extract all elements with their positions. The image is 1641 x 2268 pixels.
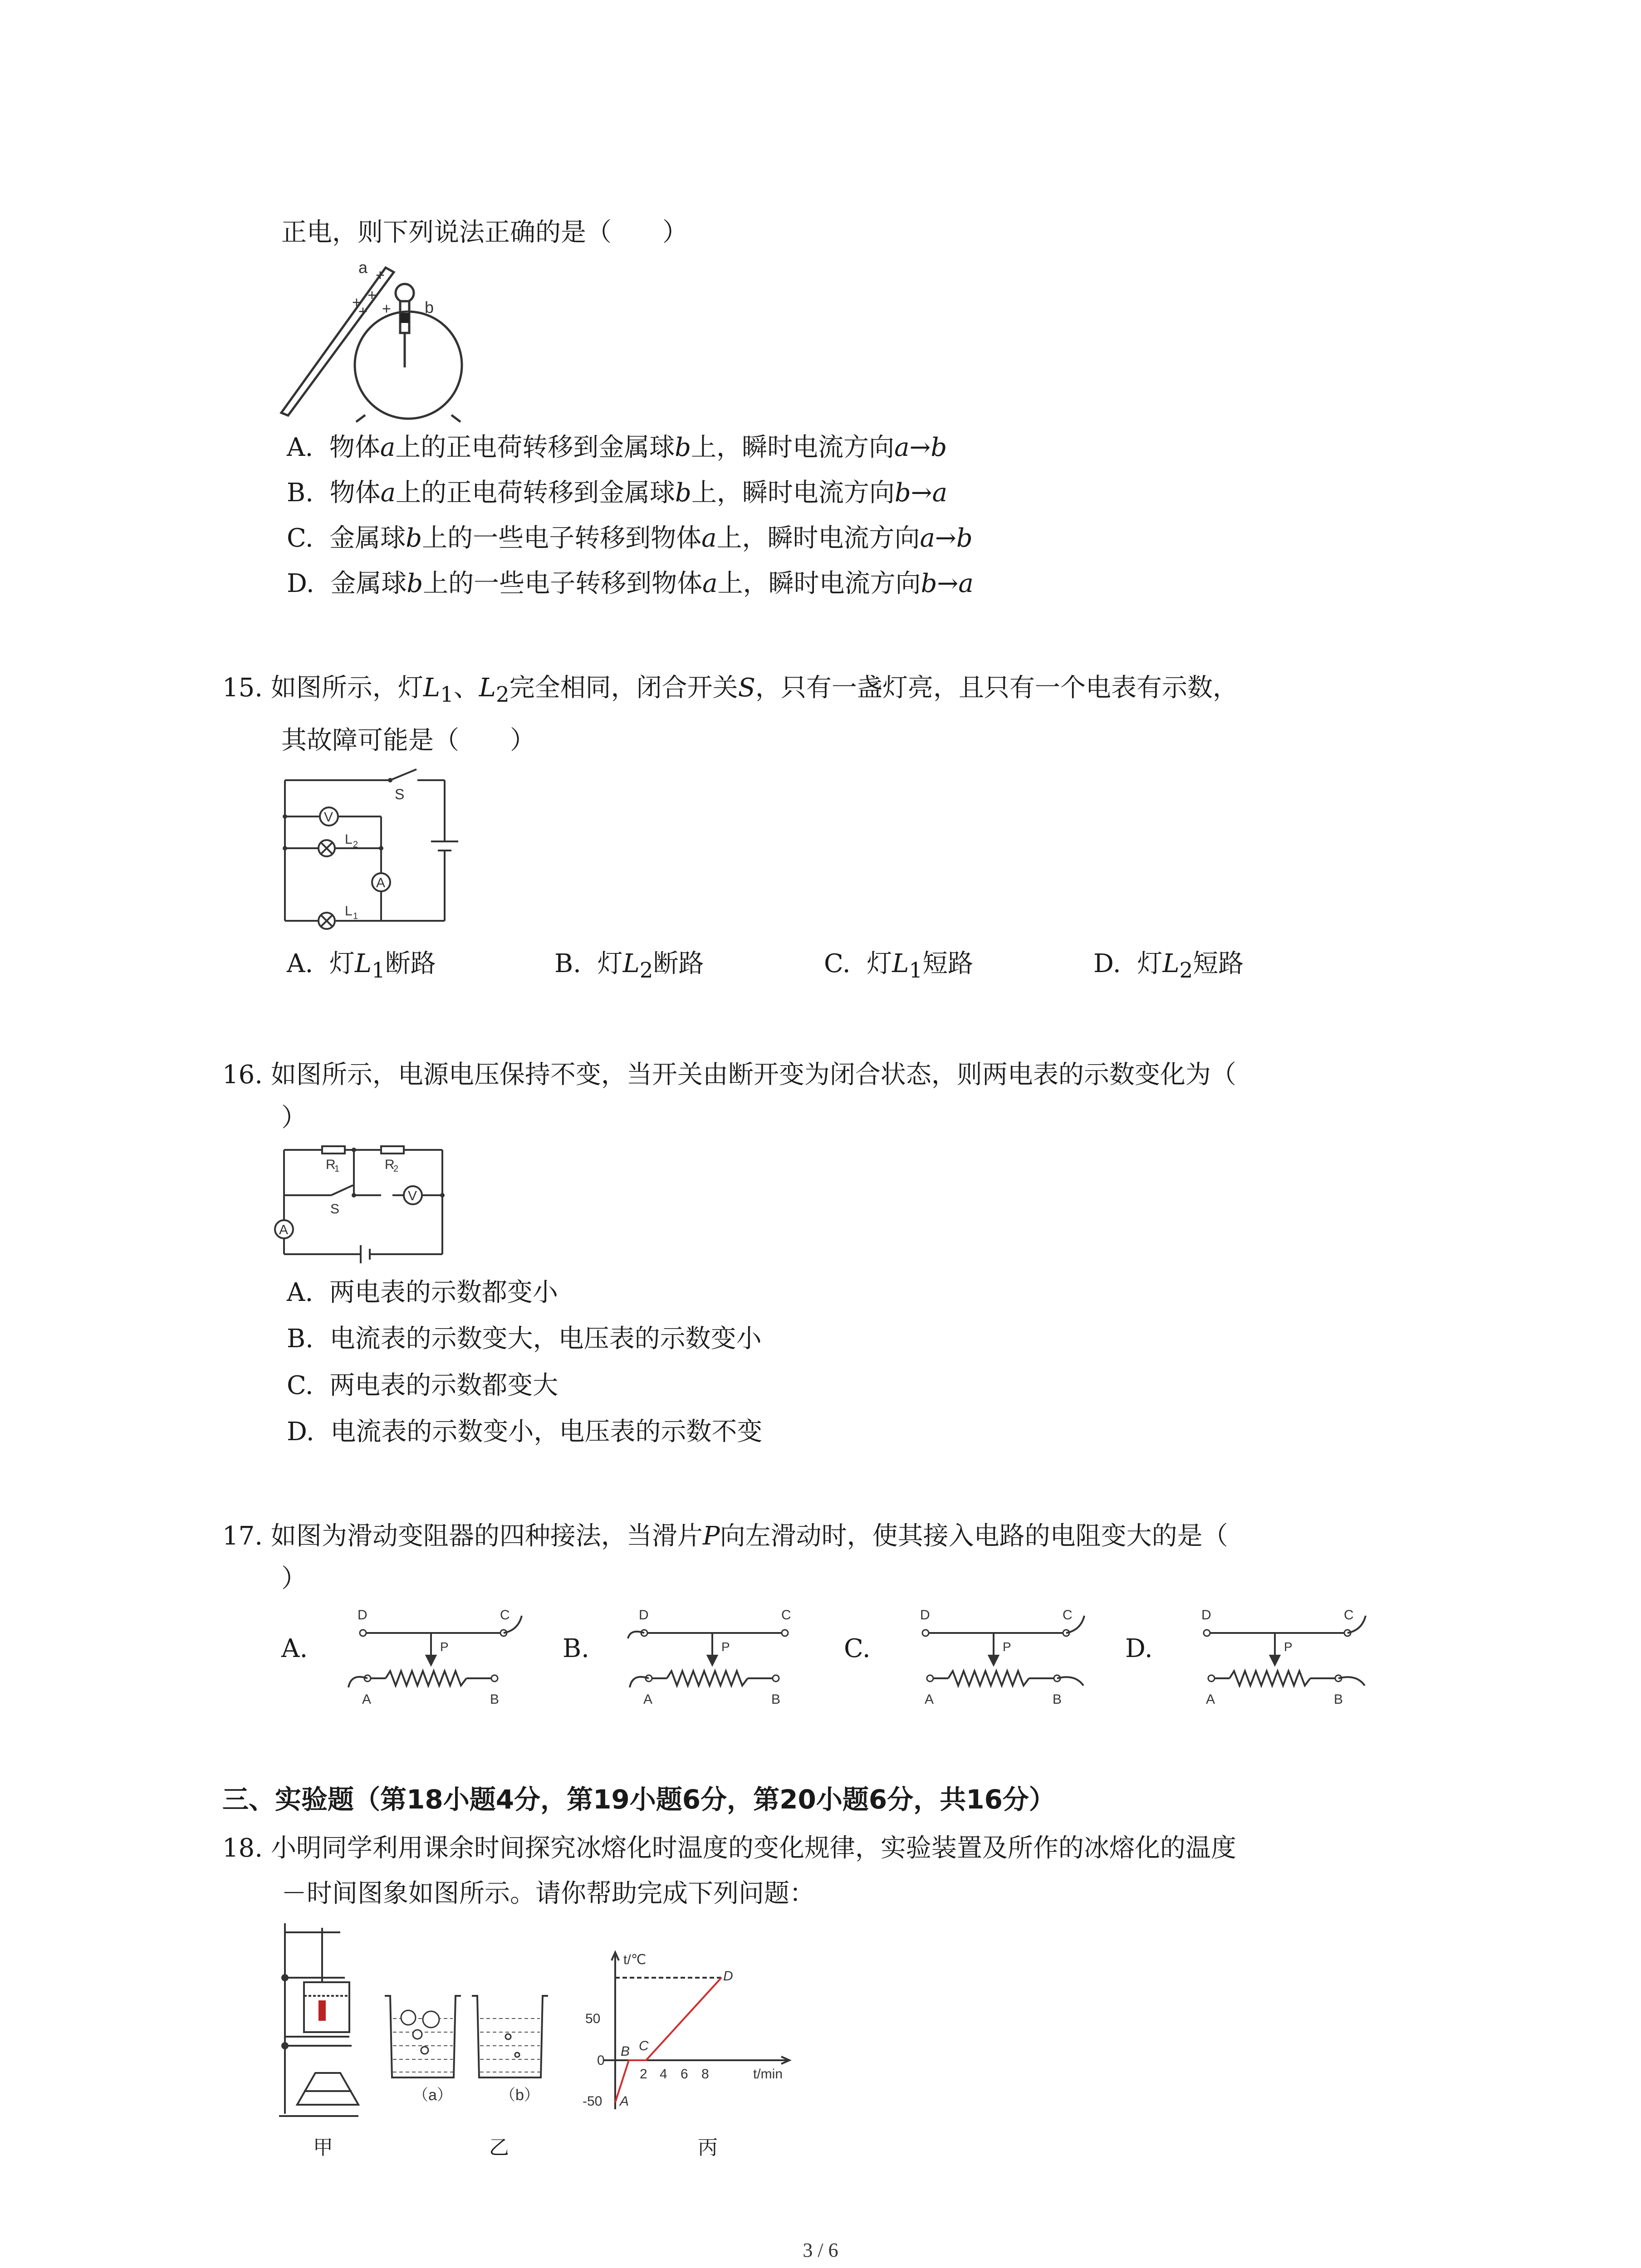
q16-option-a[interactable]: A. 两电表的示数都变小 [287,1278,558,1307]
svg-text:B: B [1334,1692,1343,1707]
svg-text:t/min: t/min [753,2067,783,2082]
q18-caption-jia: 甲 [313,2136,333,2159]
page-number: 3 / 6 [803,2239,838,2261]
svg-text:2: 2 [640,2067,647,2082]
svg-text:1: 1 [353,911,358,921]
svg-text:D: D [920,1608,930,1623]
svg-text:R: R [326,1157,336,1172]
svg-text:0: 0 [597,2053,605,2068]
svg-text:4: 4 [660,2067,667,2082]
svg-text:B: B [490,1692,500,1707]
svg-text:1: 1 [334,1164,340,1174]
svg-text:b: b [425,298,434,317]
q16-stem-line1: 16. 如图所示，电源电压保持不变，当开关由断开变为闭合状态，则两电表的示数变化为（ [222,1060,1236,1090]
svg-text:A: A [925,1692,934,1707]
svg-text:A: A [376,875,386,890]
q17-option-a-key[interactable]: A. [281,1634,308,1663]
svg-text:B: B [771,1692,781,1707]
svg-text:V: V [408,1188,417,1203]
q15-option-d[interactable]: D. 灯$L_2$短路 [1093,949,1244,983]
svg-text:+: + [382,300,391,318]
svg-text:6: 6 [681,2067,688,2082]
q18-apparatus-jia [277,1923,363,2123]
svg-text:C: C [1344,1608,1354,1623]
svg-text:D: D [358,1608,367,1623]
q17-rheostat-b [622,1597,830,1715]
q15-stem-line1: 15. 如图所示，灯$L_1$、$L_2$完全相同，闭合开关S，只有一盏灯亮，且只有一个电表有示数， [222,673,1238,708]
q14-option-a[interactable]: A. 物体a上的正电荷转移到金属球b上，瞬时电流方向a→b [287,433,947,462]
q16-stem-line2: ） [281,1103,307,1133]
q14-option-c[interactable]: C. 金属球b上的一些电子转移到物体a上，瞬时电流方向a→b [287,523,973,553]
svg-text:D: D [1201,1608,1211,1623]
svg-text:S: S [330,1202,340,1217]
svg-text:P: P [1003,1640,1011,1654]
svg-text:A: A [1206,1692,1215,1707]
svg-text:A: A [279,1222,289,1237]
svg-text:50: 50 [585,2011,601,2026]
svg-text:（b）: （b） [500,2087,539,2104]
svg-text:2: 2 [393,1164,399,1174]
svg-text:A: A [643,1692,653,1707]
q18-caption-yi: 乙 [489,2136,509,2159]
q18-stem-line2: －时间图象如图所示。请你帮助完成下列问题： [281,1879,815,1908]
q17-stem-line1: 17. 如图为滑动变阻器的四种接法，当滑片P向左滑动时，使其接入电路的电阻变大的是（ [222,1521,1228,1551]
svg-text:t/℃: t/℃ [623,1952,647,1967]
svg-text:8: 8 [701,2067,709,2082]
svg-text:+: + [358,303,367,320]
svg-text:D: D [723,1969,733,1984]
q17-rheostat-c [903,1597,1112,1715]
svg-text:C: C [500,1608,510,1623]
q15-option-b[interactable]: B. 灯$L_2$断路 [554,949,704,983]
svg-text:L: L [345,832,353,847]
svg-text:（a）: （a） [413,2087,452,2104]
q18-caption-bing: 丙 [698,2136,718,2159]
q15-option-a[interactable]: A. 灯$L_1$断路 [287,949,436,983]
q17-rheostat-d [1184,1597,1393,1715]
svg-text:B: B [1053,1692,1062,1707]
svg-text:V: V [324,810,333,825]
q15-stem-line2: 其故障可能是（ ） [281,726,535,755]
svg-text:+: + [367,287,377,304]
q14-electroscope-figure [277,254,495,422]
svg-text:2: 2 [353,840,358,850]
svg-text:L: L [345,904,353,919]
svg-text:+: + [376,267,385,284]
q17-rheostat-a [340,1597,549,1715]
q18-graph-bing [585,1946,794,2118]
q15-circuit-figure [281,767,472,934]
svg-text:P: P [440,1640,449,1654]
q17-option-d-key[interactable]: D. [1125,1634,1153,1663]
q16-option-b[interactable]: B. 电流表的示数变大，电压表的示数变小 [287,1324,762,1354]
q18-stem-line1: 18. 小明同学利用课余时间探究冰熔化时温度的变化规律，实验装置及所作的冰熔化的温度 [222,1833,1236,1863]
svg-text:R: R [385,1157,395,1172]
q16-option-c[interactable]: C. 两电表的示数都变大 [287,1371,558,1400]
svg-text:S: S [395,786,405,802]
q14-option-d[interactable]: D. 金属球b上的一些电子转移到物体a上，瞬时电流方向b→a [287,569,974,598]
q14-option-b[interactable]: B. 物体a上的正电荷转移到金属球b上，瞬时电流方向b→a [287,478,947,508]
svg-text:C: C [781,1608,791,1623]
svg-text:B: B [621,2044,630,2059]
svg-text:C: C [639,2038,649,2053]
svg-text:A: A [362,1692,372,1707]
q18-beakers-yi [381,1991,554,2104]
q17-option-b-key[interactable]: B. [563,1634,589,1663]
svg-text:a: a [358,258,368,277]
svg-text:P: P [721,1640,730,1654]
svg-text:+: + [352,294,361,311]
q17-option-c-key[interactable]: C. [844,1634,871,1663]
q16-circuit-figure [281,1145,463,1263]
q17-stem-line2: ） [281,1564,307,1593]
q16-option-d[interactable]: D. 电流表的示数变小，电压表的示数不变 [287,1417,763,1447]
q14-stem-tail: 正电，则下列说法正确的是（ ） [281,218,688,247]
svg-text:P: P [1284,1640,1293,1654]
svg-text:A: A [620,2094,629,2109]
svg-text:C: C [1063,1608,1073,1623]
svg-text:-50: -50 [583,2094,603,2109]
q15-option-c[interactable]: C. 灯$L_1$短路 [824,949,974,983]
svg-text:D: D [639,1608,649,1623]
section-3-title: 三、实验题（第18小题4分，第19小题6分，第20小题6分，共16分） [222,1784,1055,1815]
